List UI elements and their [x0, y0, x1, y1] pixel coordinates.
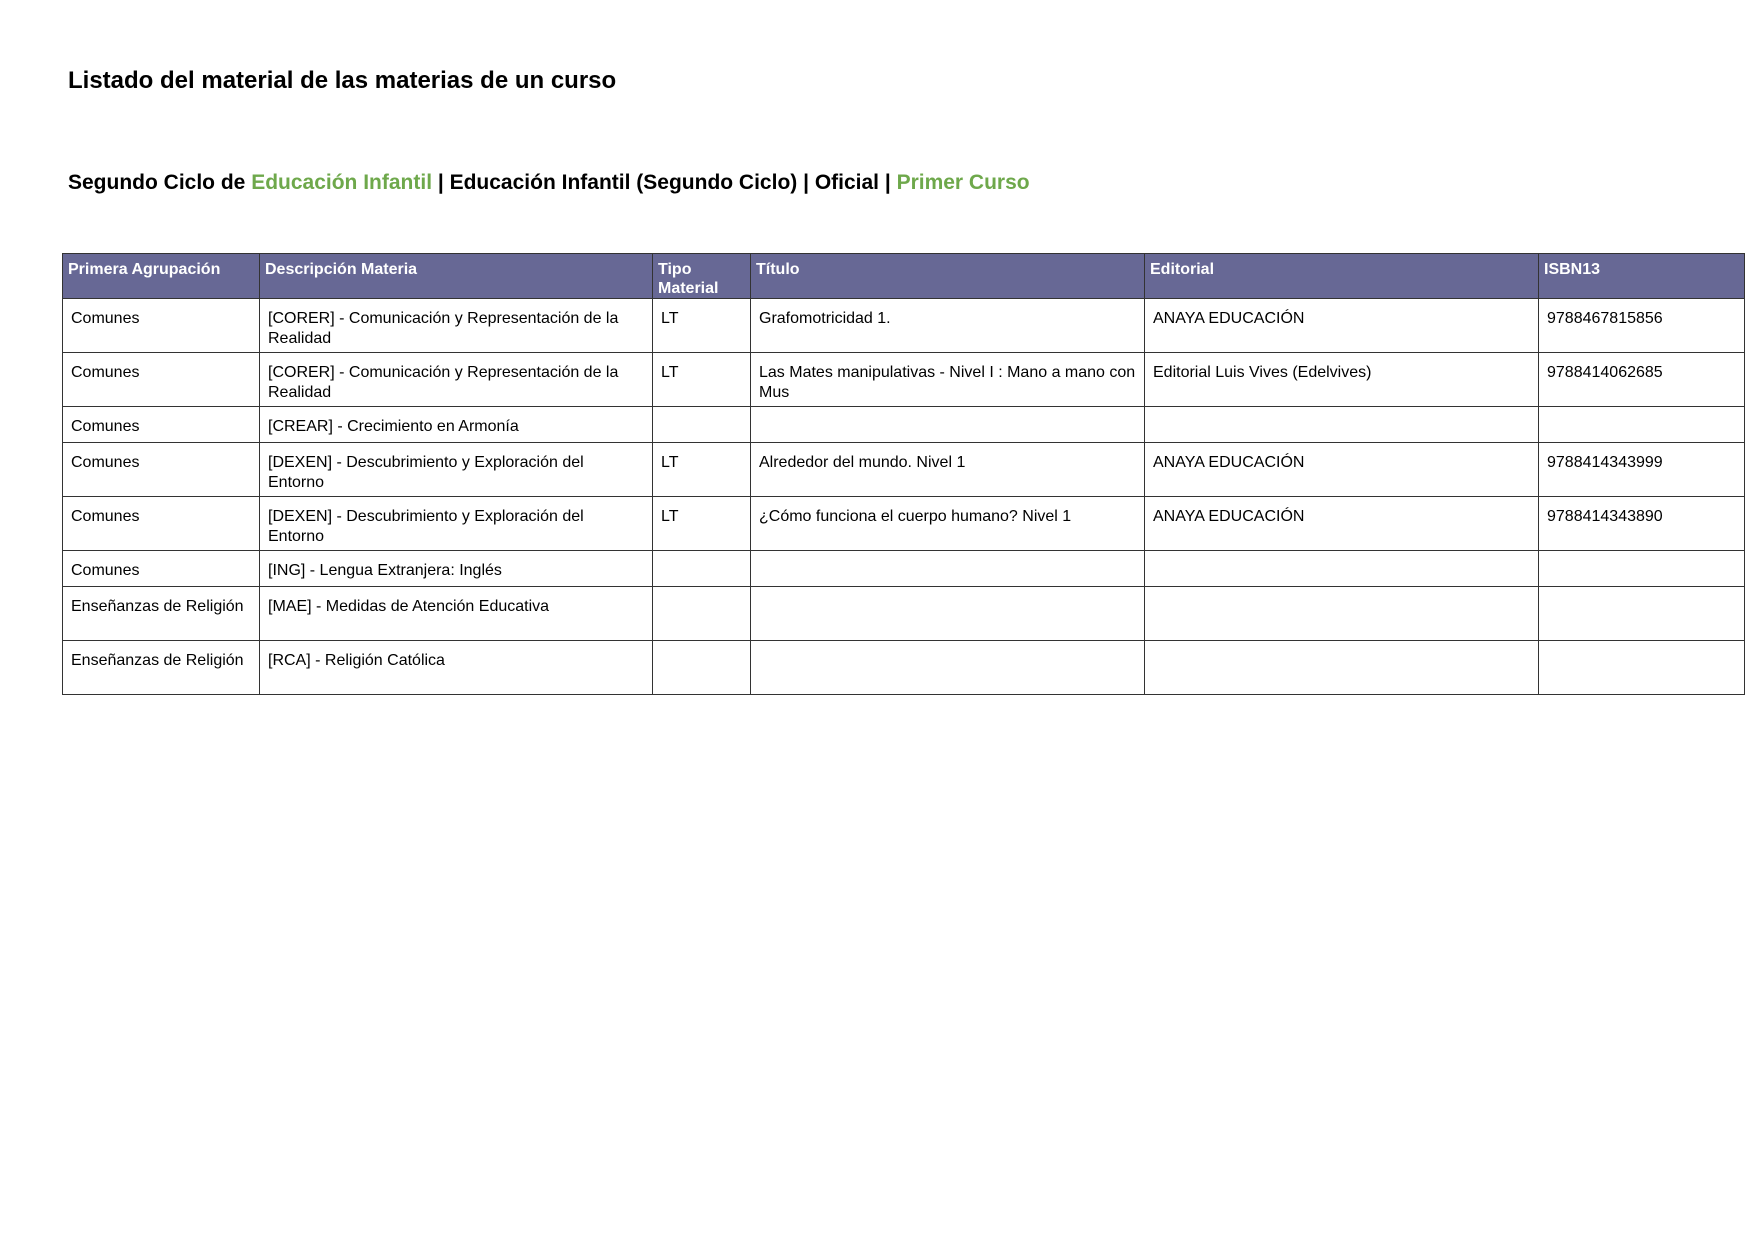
table-header-row: [63, 254, 1745, 299]
cell-title: Alrededor del mundo. Nivel 1: [751, 443, 1145, 497]
cell-publisher: Editorial Luis Vives (Edelvives): [1145, 353, 1539, 407]
cell-material-type: [653, 587, 751, 641]
course-stage: Educación Infantil: [251, 171, 433, 194]
cell-material-type: LT: [653, 497, 751, 551]
cell-isbn: [1539, 407, 1745, 443]
cell-isbn: [1539, 551, 1745, 587]
cell-isbn: 9788414343890: [1539, 497, 1745, 551]
cell-title: [751, 587, 1145, 641]
column-header-title: Título: [751, 254, 1145, 299]
course-prefix: Segundo Ciclo de: [68, 171, 252, 194]
cell-grouping: Comunes: [63, 407, 260, 443]
course-separator: |: [432, 171, 450, 194]
table-row: [63, 497, 1745, 551]
cell-title: Las Mates manipulativas - Nivel I : Mano a mano con Mus: [751, 353, 1145, 407]
course-program: Educación Infantil (Segundo Ciclo): [449, 171, 798, 194]
column-header-subject: Descripción Materia: [260, 254, 653, 299]
cell-publisher: [1145, 641, 1539, 695]
cell-grouping: Comunes: [63, 551, 260, 587]
cell-publisher: ANAYA EDUCACIÓN: [1145, 443, 1539, 497]
cell-title: [751, 551, 1145, 587]
cell-publisher: [1145, 407, 1539, 443]
table-row: [63, 587, 1745, 641]
table-row: [63, 641, 1745, 695]
column-header-grouping: Primera Agrupación: [63, 254, 260, 299]
cell-title: ¿Cómo funciona el cuerpo humano? Nivel 1: [751, 497, 1145, 551]
course-separator: |: [797, 171, 815, 194]
cell-title: Grafomotricidad 1.: [751, 299, 1145, 353]
column-header-publisher: Editorial: [1145, 254, 1539, 299]
cell-subject: [MAE] - Medidas de Atención Educativa: [260, 587, 653, 641]
cell-material-type: LT: [653, 353, 751, 407]
cell-material-type: LT: [653, 299, 751, 353]
cell-grouping: Comunes: [63, 299, 260, 353]
cell-subject: [DEXEN] - Descubrimiento y Exploración del Entorno: [260, 443, 653, 497]
page-title: Listado del material de las materias de un curso: [68, 67, 617, 94]
course-breadcrumb: [68, 170, 1030, 196]
table-row: [63, 443, 1745, 497]
course-year: Primer Curso: [896, 171, 1030, 194]
cell-material-type: LT: [653, 443, 751, 497]
cell-publisher: ANAYA EDUCACIÓN: [1145, 299, 1539, 353]
cell-isbn: [1539, 587, 1745, 641]
cell-publisher: [1145, 587, 1539, 641]
course-separator: |: [879, 171, 897, 194]
cell-publisher: [1145, 551, 1539, 587]
table-row: [63, 299, 1745, 353]
cell-grouping: Enseñanzas de Religión: [63, 587, 260, 641]
cell-subject: [CORER] - Comunicación y Representación de la Realidad: [260, 353, 653, 407]
table-row: [63, 407, 1745, 443]
column-header-isbn: ISBN13: [1539, 254, 1745, 299]
cell-material-type: [653, 551, 751, 587]
cell-subject: [DEXEN] - Descubrimiento y Exploración del Entorno: [260, 497, 653, 551]
cell-subject: [CREAR] - Crecimiento en Armonía: [260, 407, 653, 443]
cell-grouping: Enseñanzas de Religión: [63, 641, 260, 695]
table-row: [63, 551, 1745, 587]
cell-grouping: Comunes: [63, 353, 260, 407]
cell-material-type: [653, 641, 751, 695]
cell-title: [751, 641, 1145, 695]
course-type: Oficial: [814, 171, 880, 194]
cell-isbn: 9788467815856: [1539, 299, 1745, 353]
cell-subject: [ING] - Lengua Extranjera: Inglés: [260, 551, 653, 587]
cell-grouping: Comunes: [63, 443, 260, 497]
cell-isbn: [1539, 641, 1745, 695]
cell-isbn: 9788414343999: [1539, 443, 1745, 497]
cell-material-type: [653, 407, 751, 443]
table-row: [63, 353, 1745, 407]
cell-grouping: Comunes: [63, 497, 260, 551]
cell-title: [751, 407, 1145, 443]
cell-isbn: 9788414062685: [1539, 353, 1745, 407]
cell-subject: [CORER] - Comunicación y Representación de la Realidad: [260, 299, 653, 353]
cell-publisher: ANAYA EDUCACIÓN: [1145, 497, 1539, 551]
column-header-material-type: Tipo Material: [653, 254, 751, 299]
materials-table: [62, 253, 1745, 695]
cell-subject: [RCA] - Religión Católica: [260, 641, 653, 695]
